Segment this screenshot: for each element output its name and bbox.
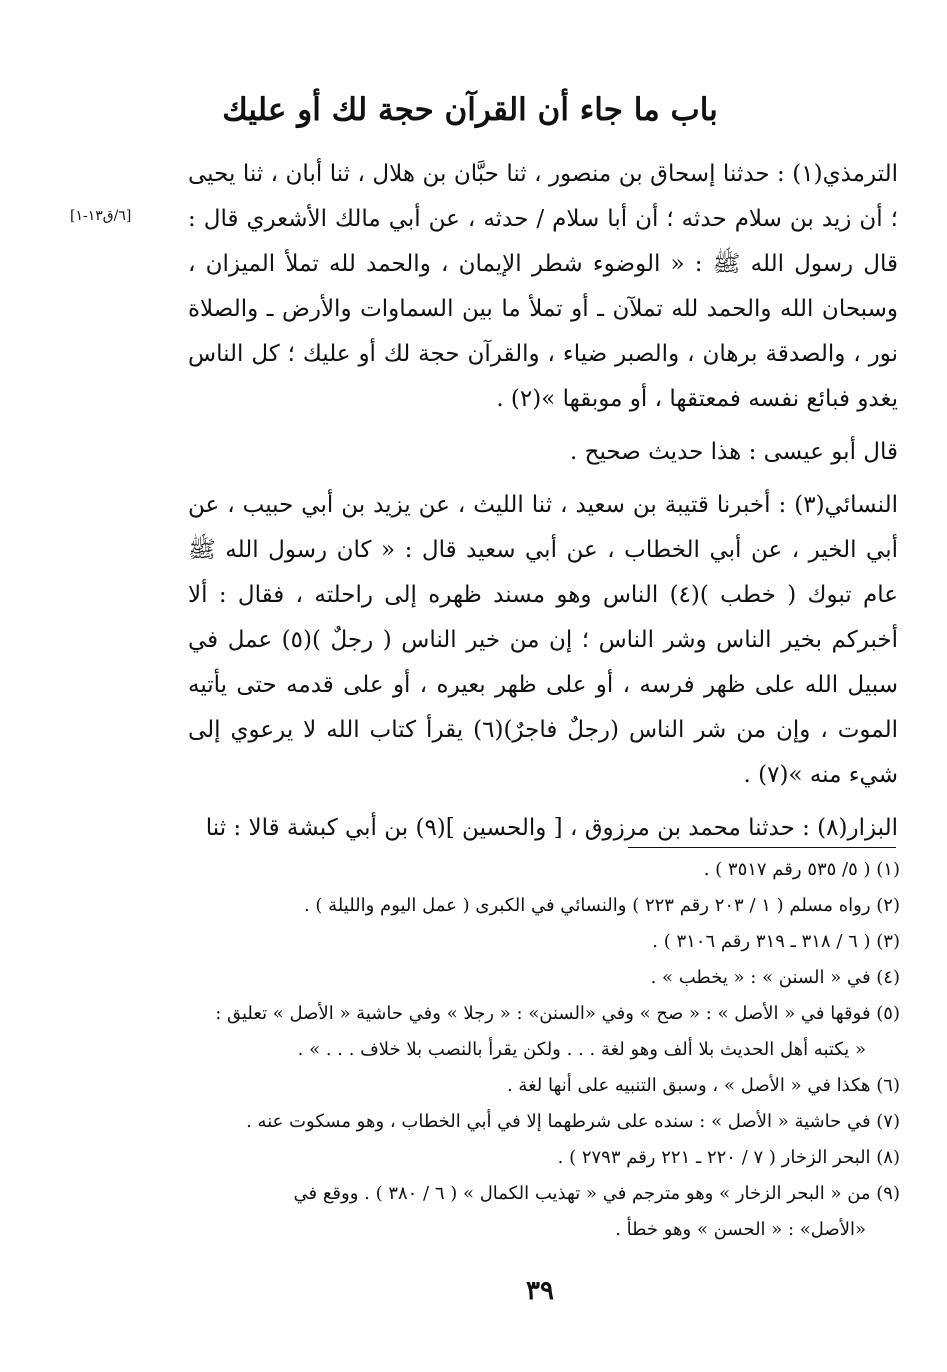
paragraph-abu-isa: قال أبو عيسى : هذا حديث صحيح .: [569, 439, 898, 465]
footnote-9-continued: «الأصل» : « الحسن » وهو خطأ .: [615, 1219, 866, 1240]
footnote-2: (٢) رواه مسلم ( ١ / ٢٠٣ رقم ٢٢٣ ) والنسائي في الكبرى ( عمل اليوم والليلة ) .: [303, 895, 900, 916]
paragraph-nasai: النسائي(٣) : أخبرنا قتيبة بن سعيد ، ثنا الليث ، عن يزيد بن أبي حبيب ، عن أبي الخير ، عن أبي الخطاب ، عن أبي سعيد قال : « كان رسول الله ﷺ عام تبوك ( خطب )(٤) الناس وهو مسند ظهره إلى راحلته ، فقال : ألا أخبركم بخير الناس وشر الناس ؛ إن من خير الناس ( رجلٌ )(٥) عمل في سبيل الله على ظهر فرسه ، أو على ظهر بعيره ، أو على قدمه حتى يأتيه الموت ، وإن من شر الناس (رجلٌ فاجرٌ)(٦) يقرأ كتاب الله لا يرعوي إلى شيء منه »(٧) .: [188, 492, 898, 788]
footnote-3: (٣) ( ٦ / ٣١٨ ـ ٣١٩ رقم ٣١٠٦ ) .: [652, 931, 900, 952]
page-number: ٣٩: [526, 1276, 554, 1306]
footnote-7: (٧) في حاشية « الأصل » : سنده على شرطهما إلا في أبي الخطاب ، وهو مسكوت عنه .: [246, 1111, 900, 1132]
footnote-5-continued: « يكتبه أهل الحديث بلا ألف وهو لغة . . . ولكن يقرأ بالنصب بلا خلاف . . . » .: [297, 1039, 866, 1060]
footnotes: [186, 852, 900, 1248]
footnote-9: (٩) من « البحر الزخار » وهو مترجم في « تهذيب الكمال » ( ٦ / ٣٨٠ ) . ووقع في: [293, 1183, 900, 1204]
footnote-1: (١) ( ٥/ ٥٣٥ رقم ٣٥١٧ ) .: [703, 859, 900, 880]
paragraph-bazzar: البزار(٨) : حدثنا محمد بن مرزوق ، [ والحسين ](٩) بن أبي كبشة قالا : ثنا: [205, 815, 898, 841]
chapter-title: باب ما جاء أن القرآن حجة لك أو عليك: [222, 92, 718, 128]
main-text: [188, 152, 898, 851]
footnote-5: (٥) فوقها في « الأصل » : « صح » وفي «السنن» : « رجلا » وفي حاشية « الأصل » تعليق :: [215, 1003, 900, 1024]
footnote-6: (٦) هكذا في « الأصل » ، وسبق التنبيه على أنها لغة .: [506, 1075, 900, 1096]
paragraph-tirmidhi: الترمذي(١) : حدثنا إسحاق بن منصور ، ثنا حبَّان بن هلال ، ثنا أبان ، ثنا يحيى ؛ أن زيد بن سلام حدثه ؛ أن أبا سلام / حدثه ، عن أبي مالك الأشعري قال : قال رسول الله ﷺ : « الوضوء شطر الإيمان ، والحمد لله تملأ الميزان ، وسبحان الله والحمد لله تملآن ـ أو تملأ ما بين السماوات والأرض ـ والصلاة نور ، والصدقة برهان ، والصبر ضياء ، والقرآن حجة لك أو عليك ؛ كل الناس يغدو فبائع نفسه فمعتقها ، أو موبقها »(٢) .: [188, 161, 898, 412]
footnote-4: (٤) في « السنن » : « يخطب » .: [650, 967, 900, 988]
manuscript-margin-reference: [٦/ق١٣-١]: [70, 208, 132, 224]
footnote-8: (٨) البحر الزخار ( ٧ / ٢٢٠ ـ ٢٢١ رقم ٢٧٩٣ ) .: [557, 1147, 900, 1168]
footnote-separator: [628, 847, 896, 848]
